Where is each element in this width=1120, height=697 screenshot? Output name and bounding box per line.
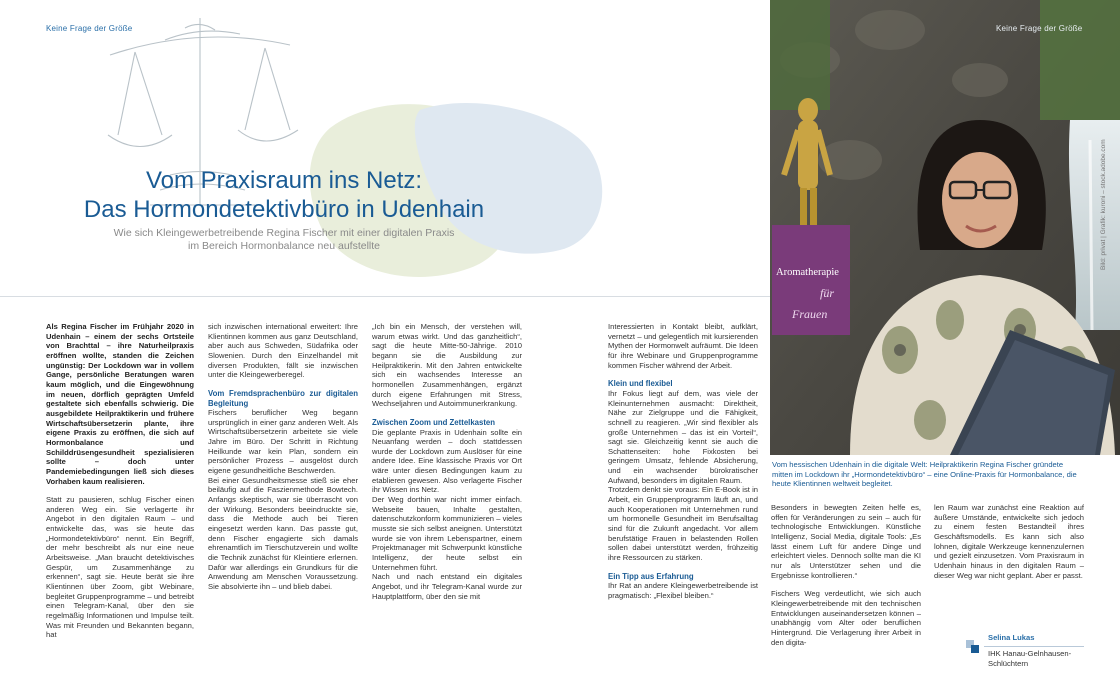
- paragraph: Besonders in bewegten Zeiten helfe es, offen für Veränderungen zu sein – auch für technologische Entwicklungen. Künstliche Intelligenz, Social Media, digitale Tools: „Es lässt einem Luft für andere Dinge und erleichtert vieles. Dennoch sollte man die KI nur als Unterstützer sehen und die Ergebnisse kontrollieren.“: [771, 503, 921, 580]
- column-3: [372, 322, 522, 692]
- article-subtitle: [0, 227, 568, 253]
- book-title-line-2: für: [820, 286, 835, 300]
- scale-illustration: [0, 0, 770, 300]
- author-org-line-1: IHK Hanau-Gelnhausen-: [988, 649, 1072, 658]
- paragraph: Statt zu pausieren, schlug Fischer einen anderen Weg ein. Sie verlagerte ihr Angebot in den digitalen Raum – und entwickelte das, was sie heute das „Hormondetektivbüro“ nennt. Ein Begriff, der mehr beschreibt als nur eine neue Arbeitsweise. „Man braucht detektivisches Gespür, um Zusammenhänge zu erkennen“, sagt sie. Heute berät sie ihre Klientinnen über Zoom, gibt Webinare, begleitet Gruppenprogramme – und betreibt einen Telegram-Kanal, über den sie regelmäßig Informationen und Impulse teilt. Was mit Freunden und Bekannten begann, hat: [46, 495, 194, 640]
- header-label-left: Keine Frage der Größe: [46, 24, 133, 33]
- book-cover: [772, 225, 850, 335]
- paragraph: „Ich bin ein Mensch, der verstehen will, warum etwas wirkt. Und das ganzheitlich“, sagt die heute Mitte-50-Jährige. 2010 begann sie die Ausbildung zur Heilpraktikerin. Mit den Jahren entwickelte sich ein wachsendes Interesse an hormonellen Zusammenhängen, ergänzt durch eigene Erfahrungen mit Stress, Wechseljahren und Autoimmunerkrankung.: [372, 322, 522, 409]
- subtitle-line-2: im Bereich Hormonbalance neu aufstellte: [187, 240, 381, 252]
- photo-credit: Bild: privat | Grafik: kuroni – stock.adobe.com: [1100, 139, 1107, 270]
- paragraph: Bei einer Gesundheitsmesse stieß sie eher beiläufig auf die Faszienmethode Bowtech. Anfangs skeptisch, war sie überrascht von der Wirkung. Besonders beeindruckte sie, dass die Methode auch bei Tieren eingesetzt werden kann. Das passte gut, denn Fischer engagierte sich damals ehrenamtlich im Tierschutzverein und wollte die Technik zunächst für Kleintiere erlernen. Dafür war allerdings ein Grundkurs für die Anwendung am Menschen Voraussetzung. Sie absolvierte ihn – und blieb dabei.: [208, 475, 358, 591]
- photo-caption: Vom hessischen Udenhain in die digitale Welt: Heilpraktikerin Regina Fischer gründete mitten im Lockdown ihr „Hormondetektivbüro“ – eine Online-Praxis für Hormonbalance, die heute Klientinnen weltweit begleitet.: [772, 460, 1077, 489]
- author-org-line-2: Schlüchtern: [988, 659, 1029, 668]
- column-5: [771, 503, 921, 693]
- subheading: Vom Fremdsprachenbüro zur digitalen Begleitung: [208, 388, 358, 408]
- subtitle-line-1: Wie sich Kleingewerbetreibende Regina Fischer mit einer digitalen Praxis: [113, 227, 455, 239]
- subheading: Ein Tipp aus Erfahrung: [608, 571, 694, 581]
- paragraph: len Raum war zunächst eine Reaktion auf äußere Umstände, entwickelte sich jedoch zu einem festen Bestandteil ihres Geschäftsmodells. Es kann sich also lohnen, digitale Werkzeuge kennenzulernen und gezielt einzusetzen. Vom Praxisraum in Udenhain hinaus in den digitalen Raum – dieser Weg war nicht geplant. Aber er passt.: [934, 503, 1084, 580]
- paragraph: Der Weg dorthin war nicht immer einfach. Webseite bauen, Inhalte gestalten, datenschutzkonform kommunizieren – vieles musste sie sich selbst aneignen. Unterstützt wurde sie von ihrem Lebenspartner, einem Projektmanager mit Schwerpunkt künstliche Intelligenz, der heute selbst ein Unternehmen führt.: [372, 495, 522, 572]
- column-2: [208, 322, 358, 692]
- title-line-2: Das Hormondetektivbüro in Udenhain: [83, 196, 485, 223]
- paragraph: Ihr Rat an andere Kleingewerbetreibende ist pragmatisch: „Flexibel bleiben.“: [608, 581, 758, 600]
- subheading: Zwischen Zoom und Zettelkasten: [372, 417, 496, 427]
- column-4: [608, 322, 758, 692]
- column-1: [46, 322, 194, 692]
- author-logo-icon: [966, 640, 980, 654]
- paragraph: Ihr Fokus liegt auf dem, was viele der Kleinunternehmen ausmacht: Direktheit, Nähe zur Zielgruppe und die Fähigkeit, schnell zu reagieren. „Wir sind flexibler als große Unternehmen – das ist ein Vorteil“, sagt sie. Gleichzeitig kennt sie auch die Schattenseiten: hohe Fixkosten bei geringem Umsatz, fehlende Absicherung, und ein wachsender bürokratischer Aufwand, besonders im digitalen Raum.: [608, 388, 758, 485]
- paragraph: Nach und nach entstand ein digitales Angebot, und ihr Telegram-Kanal wurde zur Hauptplattform, über den sie mit: [372, 572, 522, 601]
- photo-illustration: [770, 0, 1120, 455]
- paragraph: Interessierten in Kontakt bleibt, aufklärt, vernetzt – und gelegentlich mit kursierenden Mythen der Hormonwelt aufräumt. Die Ideen für ihre Webinare und Gruppenprogramme kommen Fischer während der Arbeit.: [608, 322, 758, 370]
- portrait-photo: [770, 0, 1120, 455]
- article-title: [0, 166, 568, 224]
- paragraph: Fischers Weg verdeutlicht, wie sich auch Kleingewerbetreibende mit den technischen Entwicklungen auseinandersetzen können – unabhängig vom Alter oder beruflichen Hintergrund. Die Verlagerung ihrer Arbeit in den digita-: [771, 589, 921, 647]
- subheading: Klein und flexibel: [608, 379, 673, 389]
- header-label-right: Keine Frage der Größe: [996, 24, 1083, 33]
- paragraph: sich inzwischen international erweitert: Ihre Klientinnen kommen aus ganz Deutschland, aber auch aus Schweden, Südafrika oder Slowenien. Durch den Einzelhandel mit diversen Produkten, fällt sie inzwischen unter die Kleingewerberegel.: [208, 322, 358, 380]
- title-line-1: Vom Praxisraum ins Netz:: [145, 167, 423, 194]
- column-6: [934, 503, 1084, 613]
- book-title-line-3: Frauen: [792, 307, 828, 321]
- author-block: [988, 633, 1071, 669]
- paragraph: Die geplante Praxis in Udenhain sollte ein Neuanfang werden – doch stattdessen wurde der Lockdown zum Auslöser für eine andere Idee. Eine klassische Praxis vor Ort wäre unter diesen Bedingungen kaum zu etablieren gewesen. Also verlagerte Fischer ihr Wissen ins Netz.: [372, 427, 522, 495]
- paragraph: Fischers beruflicher Weg begann ursprünglich in einer ganz anderen Welt. Als Wirtschaftsübersetzerin arbeitete sie viele Jahre im Büro. Der Schritt in Richtung Heilkunde war kein Plan, sondern ein persönlicher Prozess – ausgelöst durch eigene gesundheitliche Beschwerden.: [208, 408, 358, 476]
- author-name: Selina Lukas: [988, 633, 1035, 642]
- paragraph: Trotzdem denkt sie voraus: Ein E-Book ist in Arbeit, ein Gruppenprogramm läuft an, und auch Kooperationen mit Unternehmen rund um hormonelle Gesundheit im Berufsalltag sind für die Zukunft angedacht. Vor allem berufstätige Frauen in belastenden Rollen sollen dabei unterstützt werden, frühzeitig ihre Ressourcen zu stärken.: [608, 485, 758, 563]
- book-title-line-1: Aromatherapie: [776, 267, 839, 278]
- lead-paragraph: Als Regina Fischer im Frühjahr 2020 in Udenhain – einem der sechs Ortsteile von Brachttal – ihre Naturheilpraxis eröffnen wollte, standen die Zeichen ungünstig: Der Lockdown war in vollem Gange, persönliche Beratungen waren kaum möglich, und die Eingewöhnung im neuen, dörflich geprägten Umfeld gestaltete sich ebenfalls schwierig. Die ausgebildete Heilpraktikerin und frühere Wirtschaftsübersetzerin plante, ihre eigene Praxis zu eröffnen, die sich auf Hormonbalance und Schilddrüsengesundheit spezialisieren sollte – doch unter Pandemiebedingungen ließ sich dieses Vorhaben kaum realisieren.: [46, 322, 194, 486]
